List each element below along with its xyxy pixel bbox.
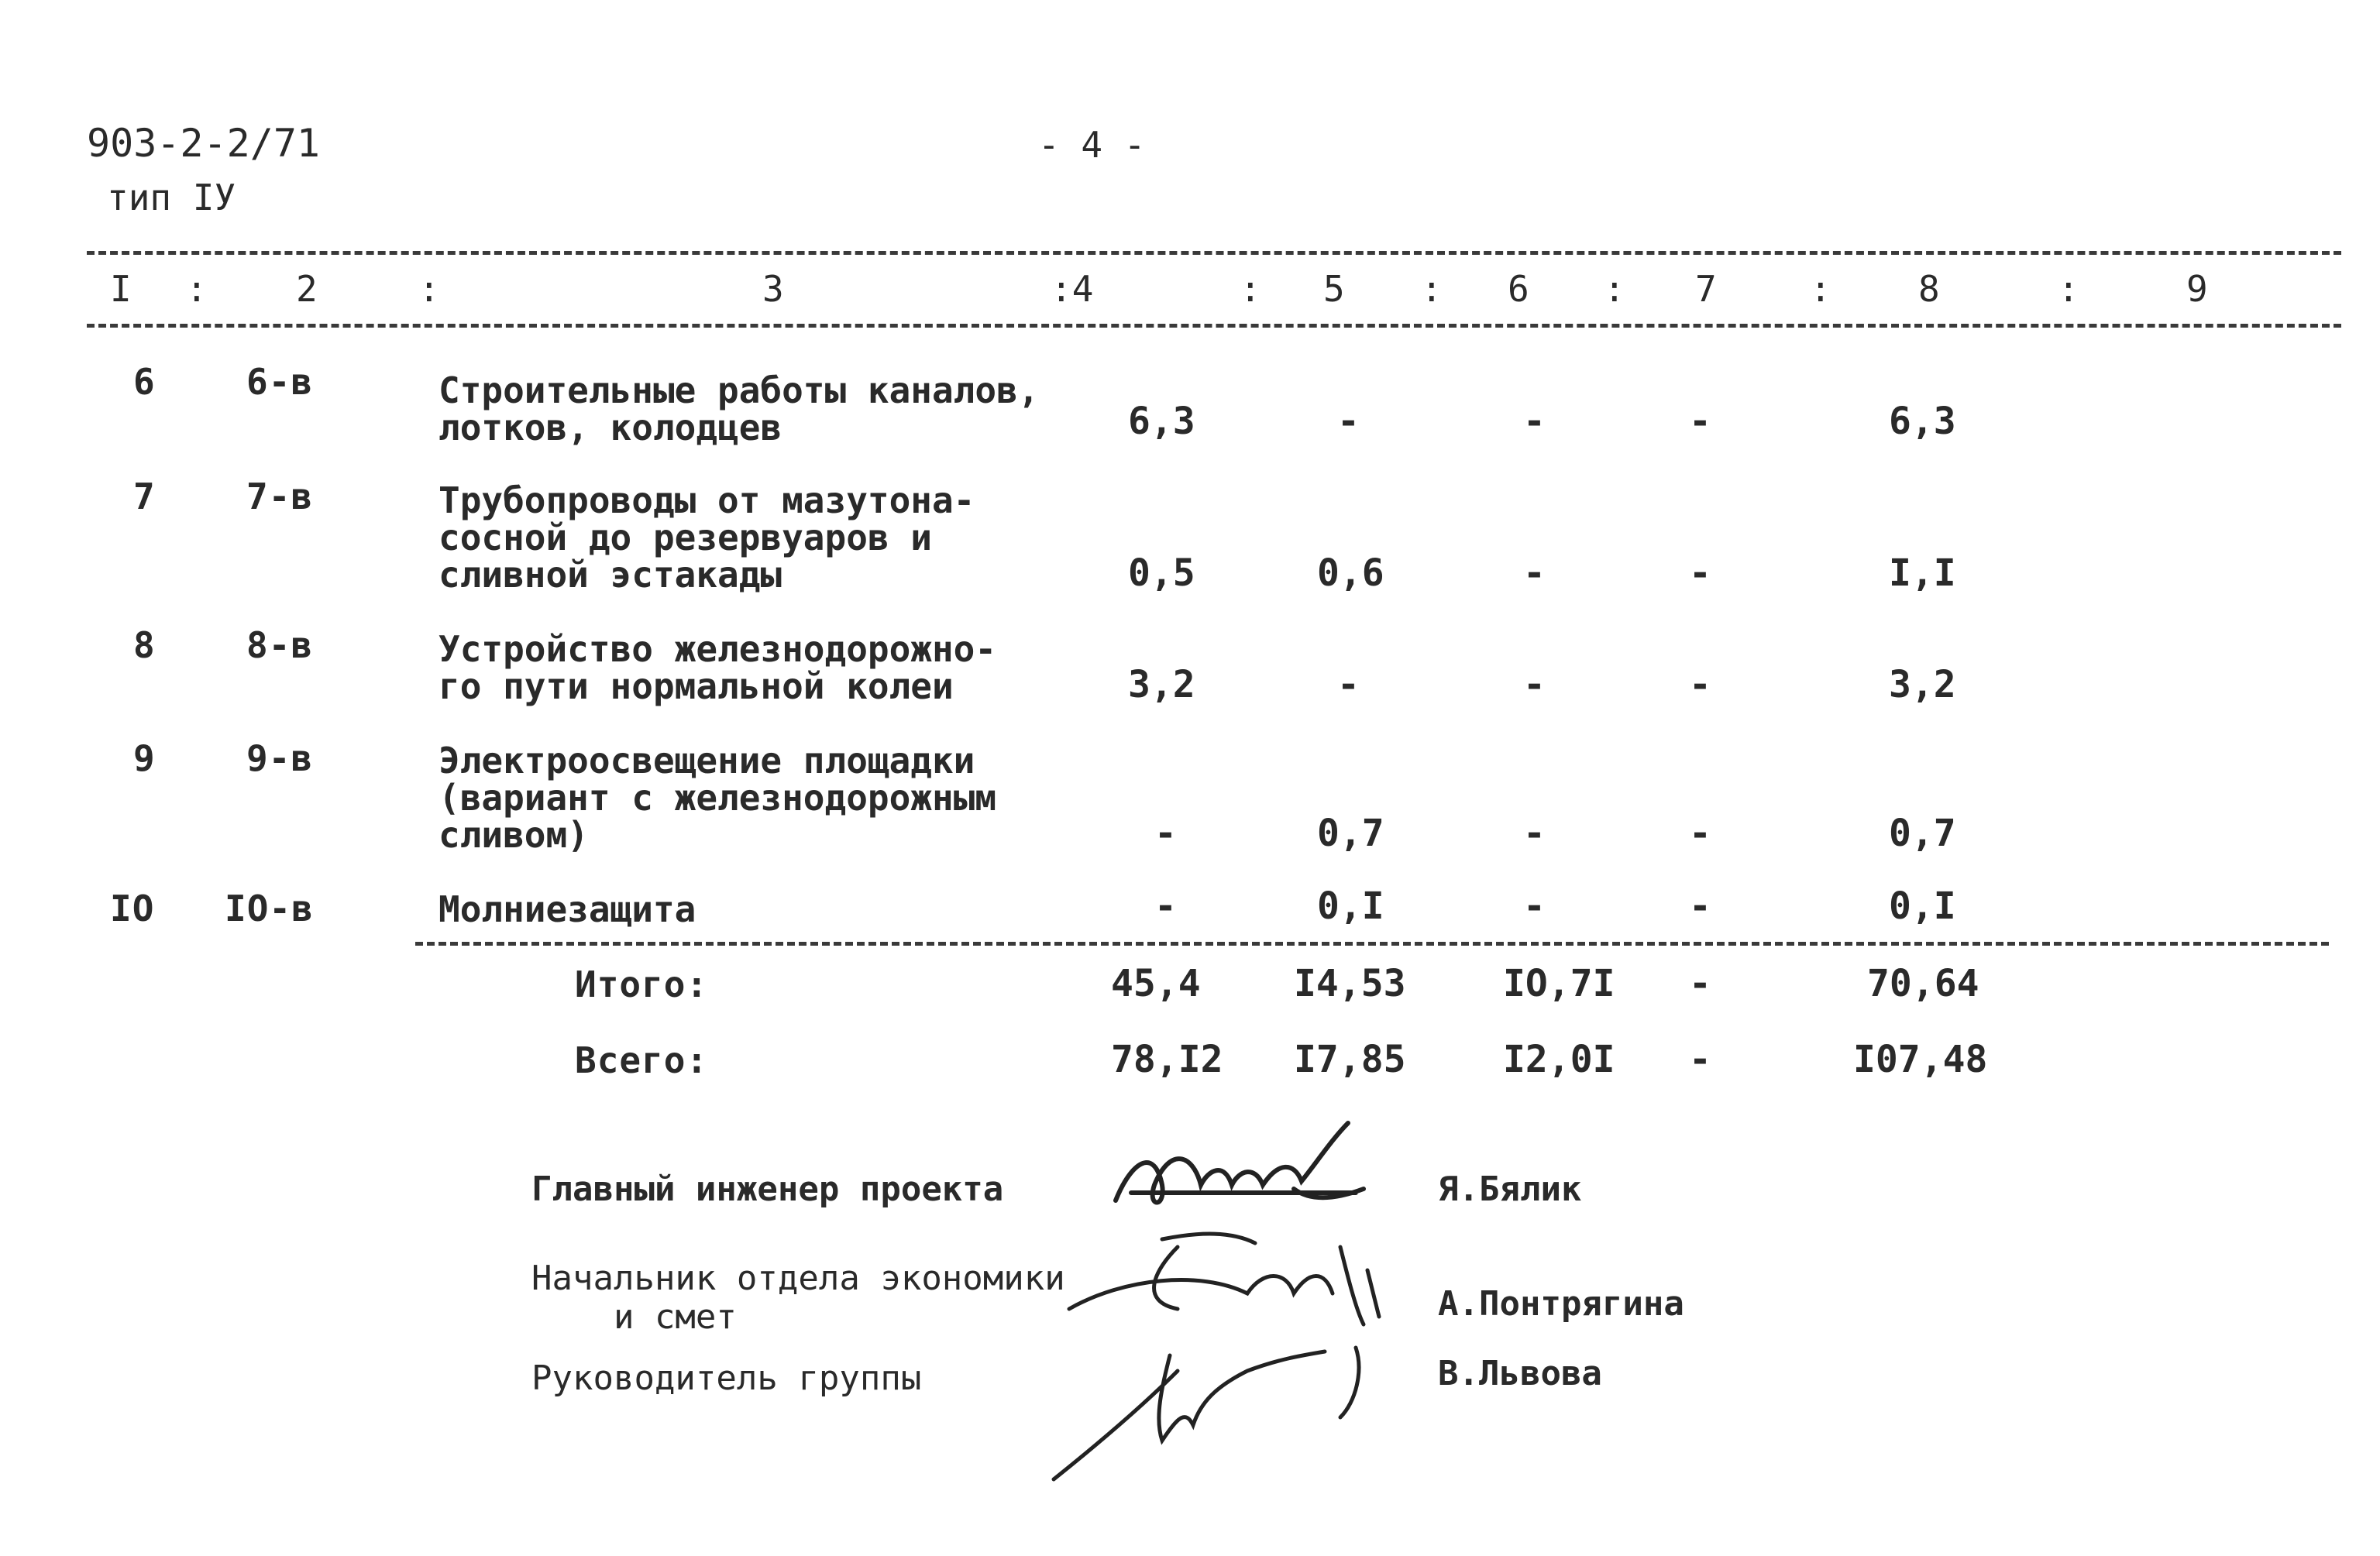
total-col6: IO,7I xyxy=(1503,962,1615,1005)
cell-col5: 0,7 xyxy=(1317,812,1384,855)
cell-col4: 0,5 xyxy=(1128,551,1195,595)
cell-col8: 0,7 xyxy=(1889,812,1956,855)
document-code: 903-2-2/71 xyxy=(87,121,321,166)
row-code: 7-в xyxy=(246,476,314,517)
signatory-name: Я.Бялик xyxy=(1438,1170,1582,1209)
cell-col6: - xyxy=(1523,400,1546,443)
grand-total-col7: - xyxy=(1689,1038,1711,1081)
cell-col5: 0,6 xyxy=(1317,551,1384,595)
cell-col7: - xyxy=(1689,400,1711,443)
signatory-role: Начальник отдела экономики и смет xyxy=(531,1259,1065,1337)
row-description: Трубопроводы от мазутона- сосной до резервуаров и сливной эстакады xyxy=(439,479,975,596)
cell-col4: - xyxy=(1154,812,1177,855)
row-description: Молниезащита xyxy=(439,888,696,930)
row-description: Электроосвещение площадки (вариант с железнодорожным сливом) xyxy=(439,740,997,856)
column-header: 8 xyxy=(1918,268,1940,310)
cell-col5: - xyxy=(1337,400,1360,443)
column-separator: : xyxy=(1604,268,1625,310)
total-col5: I4,53 xyxy=(1294,962,1406,1005)
row-number: 8 xyxy=(133,624,156,666)
cell-col8: 0,I xyxy=(1889,884,1956,928)
column-header: 7 xyxy=(1695,268,1717,310)
column-header: 2 xyxy=(296,268,318,310)
cell-col7: - xyxy=(1689,551,1711,595)
column-separator: : xyxy=(418,268,440,310)
column-header: I xyxy=(110,268,132,310)
column-separator: : xyxy=(2058,268,2079,310)
totals-label: Итого: xyxy=(575,963,709,1005)
row-code: 6-в xyxy=(246,361,314,403)
cell-col5: 0,I xyxy=(1317,884,1384,928)
column-separator: : xyxy=(1810,268,1831,310)
column-header: 5 xyxy=(1323,268,1345,310)
grand-total-col8: I07,48 xyxy=(1853,1038,1988,1081)
cell-col7: - xyxy=(1689,663,1711,706)
row-number: 7 xyxy=(133,476,156,517)
total-col7: - xyxy=(1689,962,1711,1005)
total-col8: 70,64 xyxy=(1867,962,1979,1005)
column-separator: : xyxy=(1240,268,1261,310)
cell-col8: I,I xyxy=(1889,551,1956,595)
grand-total-label: Всего: xyxy=(575,1039,709,1081)
signatory-name: В.Львова xyxy=(1438,1354,1602,1393)
row-description: Устройство железнодорожно- го пути нормальной колеи xyxy=(439,628,997,707)
grand-total-col5: I7,85 xyxy=(1294,1038,1406,1081)
totals-rule xyxy=(415,942,2329,946)
row-description: Строительные работы каналов, лотков, колодцев xyxy=(439,369,1040,448)
column-header: :4 xyxy=(1051,268,1094,310)
column-header: 9 xyxy=(2186,268,2208,310)
signature-group-head xyxy=(1046,1324,1371,1487)
page-number: - 4 - xyxy=(1038,124,1146,166)
row-number: 6 xyxy=(133,361,156,403)
row-code: IO-в xyxy=(225,888,314,929)
signatory-name: А.Понтрягина xyxy=(1438,1284,1684,1324)
table-top-rule xyxy=(87,251,2341,255)
column-header: 3 xyxy=(762,268,784,310)
cell-col6: - xyxy=(1523,663,1546,706)
cell-col8: 6,3 xyxy=(1889,400,1956,443)
grand-total-col6: I2,0I xyxy=(1503,1038,1615,1081)
grand-total-col4: 78,I2 xyxy=(1111,1038,1223,1081)
cell-col8: 3,2 xyxy=(1889,663,1956,706)
cell-col6: - xyxy=(1523,812,1546,855)
signatory-role: Руководитель группы xyxy=(531,1358,922,1398)
cell-col4: - xyxy=(1154,884,1177,928)
cell-col5: - xyxy=(1337,663,1360,706)
signature-chief-engineer xyxy=(1100,1115,1379,1231)
signature-economics-head xyxy=(1061,1224,1395,1340)
column-separator: : xyxy=(186,268,208,310)
cell-col4: 6,3 xyxy=(1128,400,1195,443)
total-col4: 45,4 xyxy=(1111,962,1201,1005)
cell-col6: - xyxy=(1523,884,1546,928)
cell-col7: - xyxy=(1689,884,1711,928)
row-number: 9 xyxy=(133,737,156,779)
signatory-role: Главный инженер проекта xyxy=(531,1170,1004,1209)
cell-col6: - xyxy=(1523,551,1546,595)
cell-col7: - xyxy=(1689,812,1711,855)
row-code: 9-в xyxy=(246,737,314,779)
document-type: тип IУ xyxy=(107,177,236,218)
cell-col4: 3,2 xyxy=(1128,663,1195,706)
header-bottom-rule xyxy=(87,324,2341,328)
column-header: 6 xyxy=(1508,268,1529,310)
column-separator: : xyxy=(1421,268,1443,310)
row-number: IO xyxy=(110,888,155,929)
row-code: 8-в xyxy=(246,624,314,666)
